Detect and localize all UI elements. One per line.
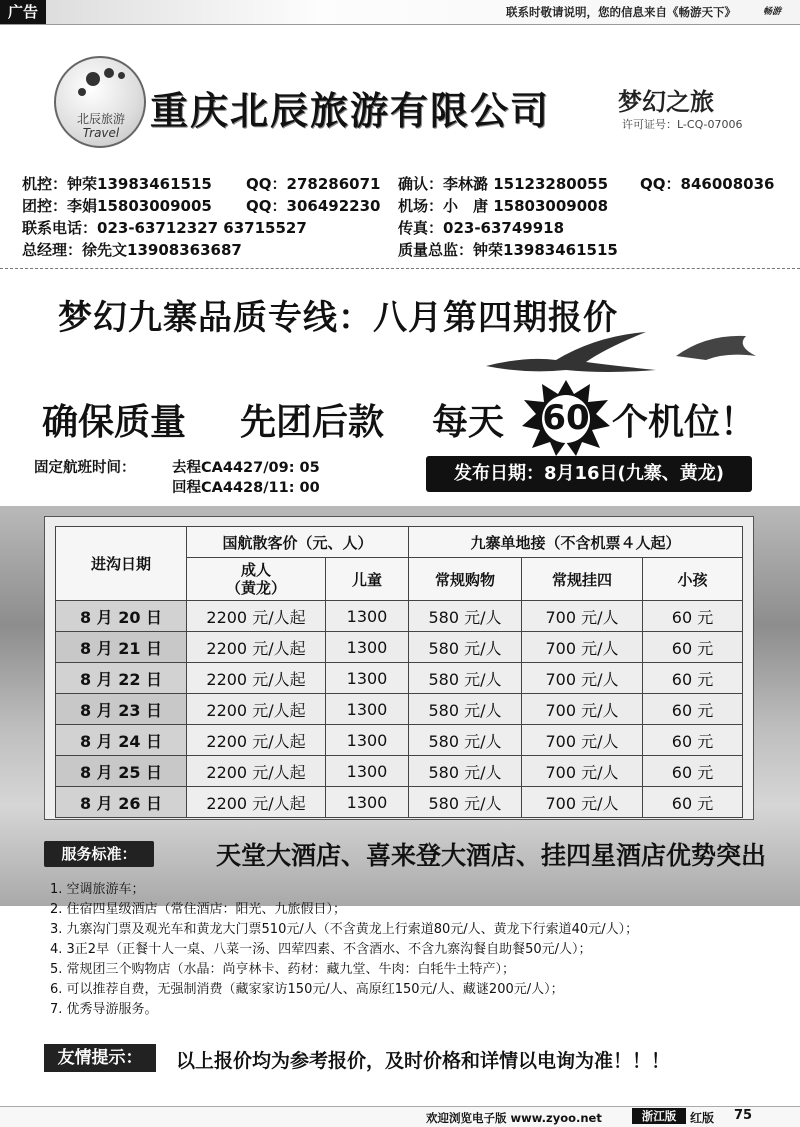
contact-confirm [398,173,608,194]
contact-line-1 [22,173,212,194]
contact-label: QQ： [246,197,287,215]
row-four-star-price: 700 元/人 [522,725,643,756]
row-child-price: 1300 [326,756,409,787]
row-child-price: 1300 [326,601,409,632]
price-table-panel [44,516,754,820]
row-adult-price: 2200 元/人起 [187,694,326,725]
row-four-star-price: 700 元/人 [522,601,643,632]
contact-value: 023-63749918 [443,219,565,237]
release-date: 发布日期：8月16日(九寨、黄龙) [426,456,752,492]
contact-value: 278286071 [286,175,381,193]
row-child-price: 1300 [326,632,409,663]
header-child: 儿童 [326,558,409,601]
row-shopping-price: 580 元/人 [409,632,522,663]
table-row [56,663,743,694]
contact-quality [398,239,618,260]
header-shopping: 常规购物 [409,558,522,601]
row-kid-price: 60 元 [643,632,743,663]
contact-label: 机场： [398,197,444,215]
row-shopping-price: 580 元/人 [409,725,522,756]
table-row [56,601,743,632]
row-date: 8 月 26 日 [56,787,187,818]
contact-label: 机控： [22,175,68,193]
header-date: 进沟日期 [56,527,187,601]
service-item: 6. 可以推荐自费，无强制消费（藏家家访150元/人、高原红150元/人、藏谜200元/人）； [50,982,564,997]
row-four-star-price: 700 元/人 [522,663,643,694]
contact-qq-2 [640,173,774,194]
row-kid-price: 60 元 [643,725,743,756]
tip-text: 以上报价均为参考报价，及时价格和详情以电询为准！！！ [176,1050,671,1072]
contact-value: 846008036 [680,175,775,193]
contact-value: 李林潞 15123280055 [443,175,609,193]
table-row [56,694,743,725]
tip-label: 友情提示： [44,1044,156,1072]
contact-airport [398,195,608,216]
contact-label: 联系电话： [22,219,98,237]
table-row [56,787,743,818]
footer-website[interactable]: 欢迎浏览电子版 www.zyoo.net [426,1111,602,1125]
headline: 梦幻九寨品质专线：八月第四期报价 [58,298,618,338]
contact-value: 钟荣13983461515 [473,241,618,259]
service-item: 1. 空调旅游车； [50,882,145,897]
header-four-star: 常规挂四 [522,558,643,601]
row-date: 8 月 25 日 [56,756,187,787]
contact-value: 钟荣13983461515 [67,175,212,193]
contact-value: 306492230 [286,197,381,215]
row-four-star-price: 700 元/人 [522,694,643,725]
service-item: 5. 常规团三个购物店（水晶：尚亨林卡、药材：藏九堂、牛肉：白牦牛土特产）； [50,962,516,977]
row-shopping-price: 580 元/人 [409,787,522,818]
company-slogan: 梦幻之旅 [618,88,714,116]
contact-label: QQ： [246,175,287,193]
slogan-seats: 个机位！ [612,402,757,443]
row-shopping-price: 580 元/人 [409,663,522,694]
corner-logo: 畅游 [762,7,781,17]
row-shopping-price: 580 元/人 [409,756,522,787]
row-date: 8 月 21 日 [56,632,187,663]
slogan-quality: 确保质量 [42,402,187,443]
header-air-price: 国航散客价（元、人） [187,527,409,558]
flight-label: 固定航班时间： [34,460,136,476]
service-label: 服务标准： [44,841,154,867]
row-child-price: 1300 [326,663,409,694]
ad-tag: 广告 [0,0,46,24]
header-kid: 小孩 [643,558,743,601]
row-kid-price: 60 元 [643,663,743,694]
license-number: 许可证号：L-CQ-07006 [622,118,743,131]
row-child-price: 1300 [326,787,409,818]
logo-en: Travel [82,126,120,140]
seat-count: 60 [542,398,590,438]
contact-qq-1 [246,173,380,194]
slogan-daily: 每天 [432,402,505,443]
contact-label: 质量总监： [398,241,474,259]
service-item: 4. 3正2早（正餐十人一桌、八菜一汤、四荤四素、不含酒水、不含九寨沟餐自助餐50元/人）； [50,942,592,957]
row-kid-price: 60 元 [643,601,743,632]
slogan-payment: 先团后款 [240,402,385,443]
contact-group [22,195,212,216]
page-number: 75 [734,1108,753,1123]
logo-text [58,112,144,140]
company-name: 重庆北辰旅游有限公司 [150,89,551,133]
service-item: 3. 九寨沟门票及观光车和黄龙大门票510元/人（不含黄龙上行索道80元/人、黄龙下行索道40元/人）； [50,922,639,937]
row-child-price: 1300 [326,694,409,725]
contact-value: 小 唐 15803009008 [443,197,609,215]
row-date: 8 月 24 日 [56,725,187,756]
contact-label: 传真： [398,219,444,237]
price-table [55,526,743,818]
row-adult-price: 2200 元/人起 [187,725,326,756]
contact-value: 023-63712327 63715527 [97,219,307,237]
edition-badge: 浙江版 [632,1108,686,1124]
row-date: 8 月 23 日 [56,694,187,725]
source-notice: 联系时敬请说明，您的信息来自《畅游天下》 [506,5,736,19]
contact-value: 徐先文13908363687 [82,241,242,259]
row-adult-price: 2200 元/人起 [187,756,326,787]
service-item: 2. 住宿四星级酒店（常住酒店：阳光、九旅假日）； [50,902,347,917]
row-date: 8 月 22 日 [56,663,187,694]
contact-label: 团控： [22,197,68,215]
eagle-icon [486,326,776,386]
hotels-highlight: 天堂大酒店、喜来登大酒店、挂四星酒店优势突出 [216,841,767,870]
row-kid-price: 60 元 [643,787,743,818]
row-adult-price: 2200 元/人起 [187,632,326,663]
row-adult-price: 2200 元/人起 [187,787,326,818]
row-four-star-price: 700 元/人 [522,756,643,787]
contact-manager [22,239,242,260]
row-shopping-price: 580 元/人 [409,601,522,632]
row-adult-price: 2200 元/人起 [187,663,326,694]
row-shopping-price: 580 元/人 [409,694,522,725]
logo-cn: 北辰旅游 [76,112,125,126]
row-four-star-price: 700 元/人 [522,787,643,818]
contact-label: 总经理： [22,241,83,259]
row-child-price: 1300 [326,725,409,756]
contact-label: QQ： [640,175,681,193]
table-row [56,632,743,663]
edition-name: 红版 [690,1111,715,1125]
row-adult-price: 2200 元/人起 [187,601,326,632]
contact-value: 李娟15803009005 [67,197,212,215]
contact-qq-3 [246,195,380,216]
header-local-price: 九寨单地接（不含机票４人起） [409,527,743,558]
row-date: 8 月 20 日 [56,601,187,632]
table-row [56,725,743,756]
contact-phone [22,217,307,238]
table-row [56,756,743,787]
service-item: 7. 优秀导游服务。 [50,1002,158,1017]
row-kid-price: 60 元 [643,694,743,725]
flight-outbound: 去程CA4427/09: 05 [172,460,320,476]
contact-label: 确认： [398,175,444,193]
contact-fax [398,217,564,238]
header-adult: 成人 （黄龙） [187,558,326,601]
row-four-star-price: 700 元/人 [522,632,643,663]
row-kid-price: 60 元 [643,756,743,787]
flight-return: 回程CA4428/11: 00 [172,480,320,496]
divider [0,268,800,269]
